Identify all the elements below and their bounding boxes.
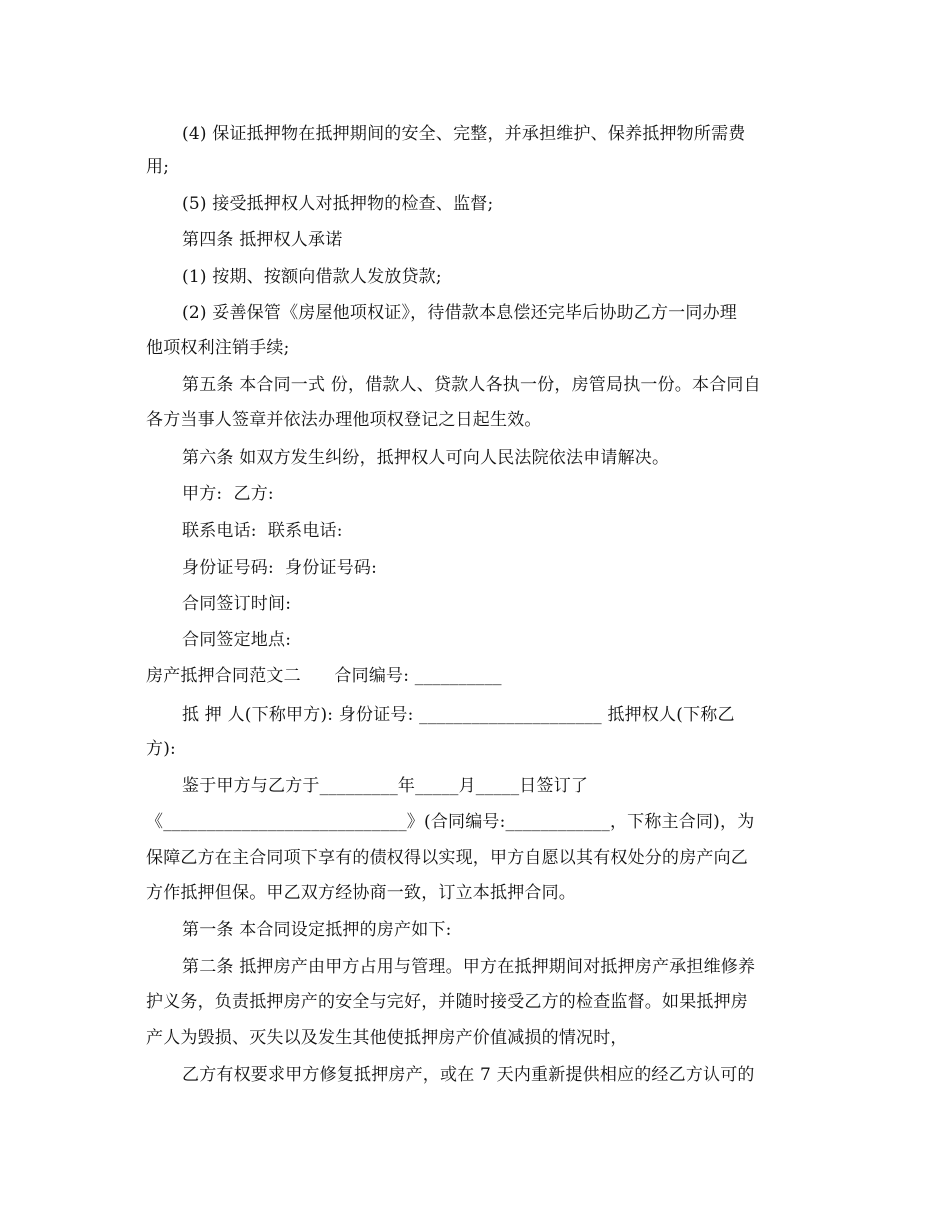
text-line: 第二条 抵押房产由甲方占用与管理。甲方在抵押期间对抵押房产承担维修养 xyxy=(182,957,756,977)
text-line: 方作抵押但保。甲乙双方经协商一致，订立本抵押合同。 xyxy=(146,883,576,903)
section-heading: 第一条 本合同设定抵押的房产如下: xyxy=(182,920,452,940)
signature-field: 合同签定地点: xyxy=(182,630,292,650)
document-title: 房产抵押合同范文二 合同编号: __________ xyxy=(146,666,502,686)
signature-field: 联系电话: 联系电话: xyxy=(182,521,343,541)
text-line: (4) 保证抵押物在抵押期间的安全、完整，并承担维护、保养抵押物所需费 xyxy=(182,124,746,144)
section-heading: 第四条 抵押权人承诺 xyxy=(182,230,343,250)
text-line: 用; xyxy=(146,157,170,177)
signature-field: 身份证号码: 身份证号码: xyxy=(182,558,378,578)
text-line: 乙方有权要求甲方修复抵押房产，或在 7 天内重新提供相应的经乙方认可的 xyxy=(182,1065,755,1085)
text-line: 第六条 如双方发生纠纷，抵押权人可向人民法院依法申请解决。 xyxy=(182,448,670,468)
text-line: (5) 接受抵押权人对抵押物的检查、监督; xyxy=(182,194,494,214)
text-line: 产人为毁损、灭失以及发生其他使抵押房产价值减损的情况时， xyxy=(146,1028,628,1048)
text-line: 第五条 本合同一式 份，借款人、贷款人各执一份，房管局执一份。本合同自 xyxy=(182,375,761,395)
text-line: 各方当事人签章并依法办理他项权登记之日起生效。 xyxy=(146,410,542,430)
text-line: 方): xyxy=(146,739,176,759)
signature-field: 甲方: 乙方: xyxy=(182,484,274,504)
text-line: 他项权利注销手续; xyxy=(146,338,290,358)
text-line: 抵 押 人(下称甲方): 身份证号: _____________________ 抵押权人(下称乙 xyxy=(182,705,735,725)
text-line: 保障乙方在主合同项下享有的债权得以实现，甲方自愿以其有权处分的房产向乙 xyxy=(146,848,748,868)
text-line: 护义务，负责抵押房产的安全与完好，并随时接受乙方的检查监督。如果抵押房 xyxy=(146,992,748,1012)
text-line: 《____________________________》(合同编号:____________，下称主合同)，为 xyxy=(146,812,755,832)
text-line: (2) 妥善保管《房屋他项权证》，待借款本息偿还完毕后协助乙方一同办理 xyxy=(182,303,737,323)
text-line: 鉴于甲方与乙方于_________年_____月_____日签订了 xyxy=(182,776,589,796)
signature-field: 合同签订时间: xyxy=(182,594,292,614)
text-line: (1) 按期、按额向借款人发放贷款; xyxy=(182,267,442,287)
